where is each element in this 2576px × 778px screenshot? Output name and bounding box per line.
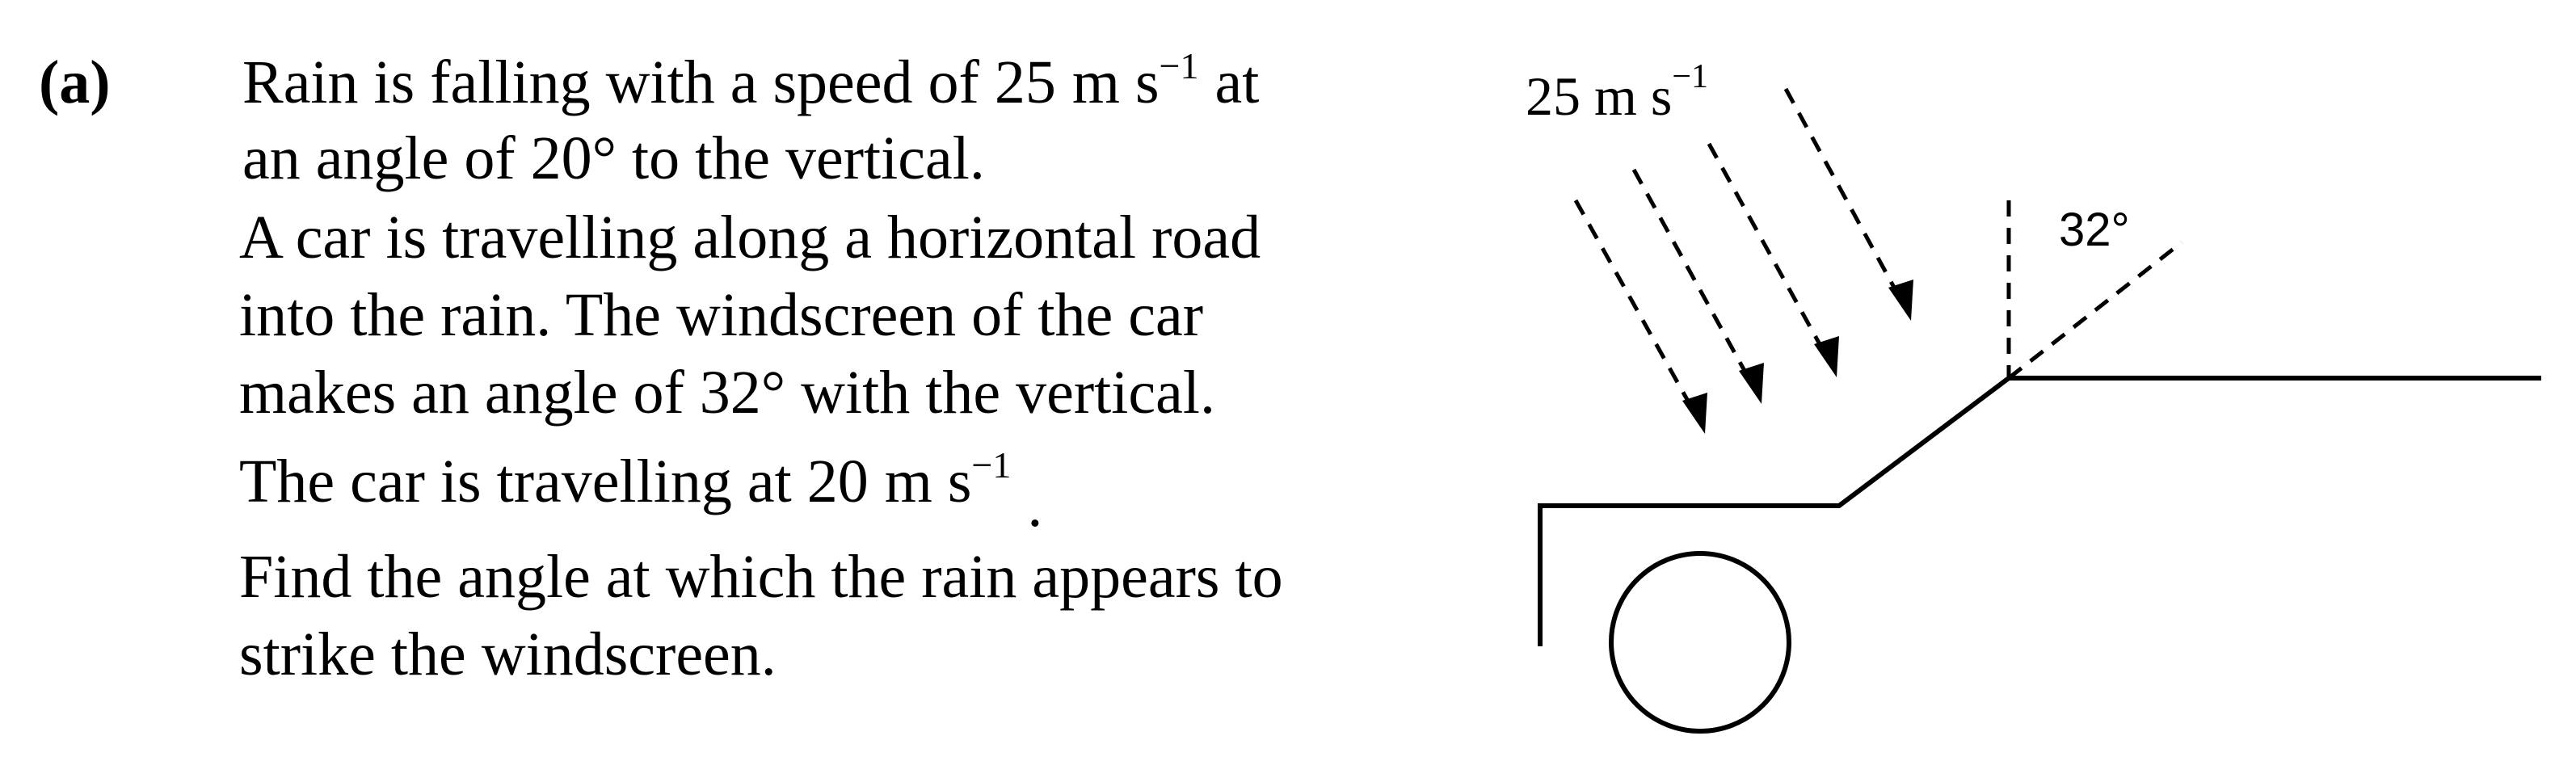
line-6-exponent: −1 (971, 444, 1012, 486)
question-line-3: A car is travelling along a horizontal road (239, 204, 1261, 271)
windscreen-angle-label: 32° (2059, 204, 2130, 256)
part-label: (a) (39, 48, 111, 116)
rain-speed-label: 25 m $s^{-1}$ (1526, 58, 1709, 127)
question-line-2: an angle of 20° to the vertical. (242, 124, 985, 192)
windscreen-extension-line (2009, 242, 2182, 378)
question-line-8: strike the windscreen. (239, 620, 777, 688)
question-line-4: into the rain. The windscreen of the car (239, 281, 1204, 349)
line-1-tail: at (1214, 48, 1260, 116)
rain-arrow-2 (1634, 170, 1757, 394)
car-outline (1540, 378, 2541, 646)
line-6-unit: m s (884, 448, 972, 515)
rain-arrow-3 (1709, 144, 1833, 368)
line-6-text: The car is travelling at 20 (239, 448, 869, 515)
line-1-text: Rain is falling with a speed of 25 (242, 48, 1056, 116)
line-6-period: . (1027, 472, 1043, 540)
line-1-exponent: −1 (1159, 45, 1199, 86)
question-line-5: makes an angle of 32° with the vertical. (239, 359, 1215, 427)
question-line-7: Find the angle at which the rain appears to (239, 543, 1283, 611)
line-1-unit: m s (1071, 48, 1160, 116)
car-wheel (1611, 553, 1789, 731)
rain-arrow-4 (1786, 89, 1907, 311)
rain-arrow-1 (1576, 200, 1701, 424)
